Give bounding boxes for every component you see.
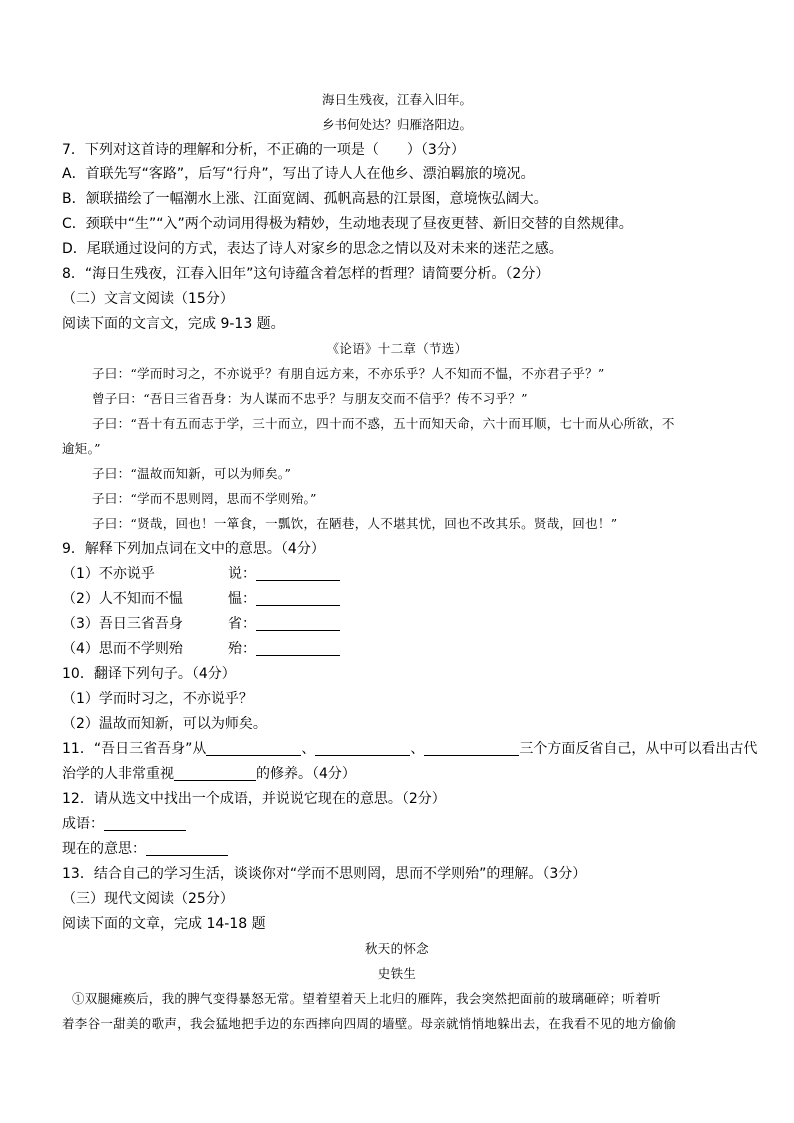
section-3-heading: （三）现代文阅读（25分） — [62, 891, 234, 907]
question-8: 8．“海日生残夜，江春入旧年”这句诗蕴含着怎样的哲理？请简要分析。（2分） — [62, 266, 550, 282]
question-9-item — [62, 589, 732, 609]
answer-blank[interactable] — [424, 740, 519, 756]
question-10-stem: 10．翻译下列句子。（4分） — [62, 666, 236, 682]
classic-line: 子曰：“学而不思则罔，思而不学则殆。” — [92, 491, 317, 506]
question-9-phrase: （3）吾日三省吾身 — [62, 616, 183, 632]
classic-line: 曾子曰：“吾日三省吾身：为人谋而不忠乎？与朋友交而不信乎？传不习乎？” — [92, 391, 528, 406]
question-7-option-d: D．尾联通过设问的方式，表达了诗人对家乡的思念之情以及对未来的迷茫之感。 — [62, 241, 563, 257]
answer-blank[interactable] — [104, 815, 186, 831]
section-2-instruction: 阅读下面的文言文，完成 9-13 题。 — [62, 316, 285, 332]
answer-blank[interactable] — [256, 640, 340, 656]
question-9-item — [62, 614, 732, 634]
question-9-word: 殆： — [228, 641, 256, 657]
poem-line: 乡书何处达？归雁洛阳边。 — [321, 117, 472, 132]
question-7-option-a: A．首联先写“客路”，后写“行舟”，写出了诗人人在他乡、漂泊羁旅的境况。 — [62, 166, 535, 182]
essay-title: 秋天的怀念 — [364, 941, 429, 956]
question-9-word: 说： — [228, 566, 256, 582]
classic-line: 逾矩。” — [62, 441, 101, 456]
answer-blank[interactable] — [206, 740, 301, 756]
question-12-idiom — [62, 814, 732, 834]
poem-line: 海日生残夜，江春入旧年。 — [321, 92, 472, 107]
question-11-text: 的修养。（4分） — [256, 766, 356, 782]
essay-paragraph-line: ①双腿瘫痪后，我的脾气变得暴怒无常。望着望着天上北归的雁阵，我会突然把面前的玻璃砸碎；听着听 — [72, 991, 661, 1006]
question-13: 13．结合自己的学习生活，谈谈你对“学而不思则罔，思而不学则殆”的理解。（3分） — [62, 866, 587, 882]
section-2-heading: （二）文言文阅读（15分） — [62, 291, 234, 307]
question-9-phrase: （2）人不知而不愠 — [62, 591, 183, 607]
question-11-text: 三个方面反省自己，从中可以看出古代 — [519, 741, 758, 757]
question-9-word: 省： — [228, 616, 256, 632]
idiom-label: 成语： — [62, 816, 104, 832]
answer-blank[interactable] — [256, 565, 340, 581]
meaning-label: 现在的意思： — [62, 841, 146, 857]
question-11-separator: 、 — [301, 741, 316, 757]
question-10-item: （1）学而时习之，不亦说乎？ — [62, 691, 253, 707]
question-7-option-b: B．颔联描绘了一幅潮水上涨、江面宽阔、孤帆高悬的江景图，意境恢弘阔大。 — [62, 191, 548, 207]
answer-blank[interactable] — [174, 765, 256, 781]
answer-blank[interactable] — [146, 840, 228, 856]
question-11-line-2 — [62, 764, 732, 784]
question-11-separator: 、 — [410, 741, 425, 757]
question-11-text: 治学的人非常重视 — [62, 766, 174, 782]
question-9-item — [62, 564, 732, 584]
answer-blank[interactable] — [256, 615, 340, 631]
essay-paragraph-line: 着李谷一甜美的歌声，我会猛地把手边的东西摔向四周的墙壁。母亲就悄悄地躲出去，在我看不见的地方偷偷 — [62, 1016, 677, 1031]
question-7-option-c: C．颈联中“生”“入”两个动词用得极为精妙，生动地表现了昼夜更替、新旧交替的自然规律。 — [62, 216, 633, 232]
question-11-text: 11．“吾日三省吾身”从 — [62, 741, 207, 757]
question-12-meaning — [62, 839, 732, 859]
answer-blank[interactable] — [256, 590, 340, 606]
answer-blank[interactable] — [315, 740, 410, 756]
question-7-stem: 7．下列对这首诗的理解和分析，不正确的一项是（ ）（3分） — [62, 142, 465, 158]
classic-line: 子曰：“温故而知新，可以为师矣。” — [92, 466, 292, 481]
question-9-item — [62, 639, 732, 659]
classic-title: 《论语》十二章（节选） — [326, 341, 468, 356]
question-9-stem: 9．解释下列加点词在文中的意思。（4分） — [62, 541, 325, 557]
question-9-word: 愠： — [228, 591, 256, 607]
question-9-phrase: （1）不亦说乎 — [62, 566, 155, 582]
question-12-stem: 12．请从选文中找出一个成语，并说说它现在的意思。（2分） — [62, 791, 446, 807]
essay-author: 史铁生 — [377, 966, 417, 981]
classic-line: 子曰：“贤哉，回也！一箪食，一瓢饮，在陋巷，人不堪其忧，回也不改其乐。贤哉，回也！” — [92, 516, 618, 531]
classic-line: 子曰：“学而时习之，不亦说乎？有朋自远方来，不亦乐乎？人不知而不愠，不亦君子乎？” — [92, 366, 605, 381]
question-9-phrase: （4）思而不学则殆 — [62, 641, 183, 657]
classic-line: 子曰：“吾十有五而志于学，三十而立，四十而不惑，五十而知天命，六十而耳顺，七十而从心所欲，不 — [92, 416, 675, 431]
question-10-item: （2）温故而知新，可以为师矣。 — [62, 716, 267, 732]
question-11-line-1 — [62, 739, 758, 759]
section-3-instruction: 阅读下面的文章，完成 14-18 题 — [62, 916, 266, 932]
